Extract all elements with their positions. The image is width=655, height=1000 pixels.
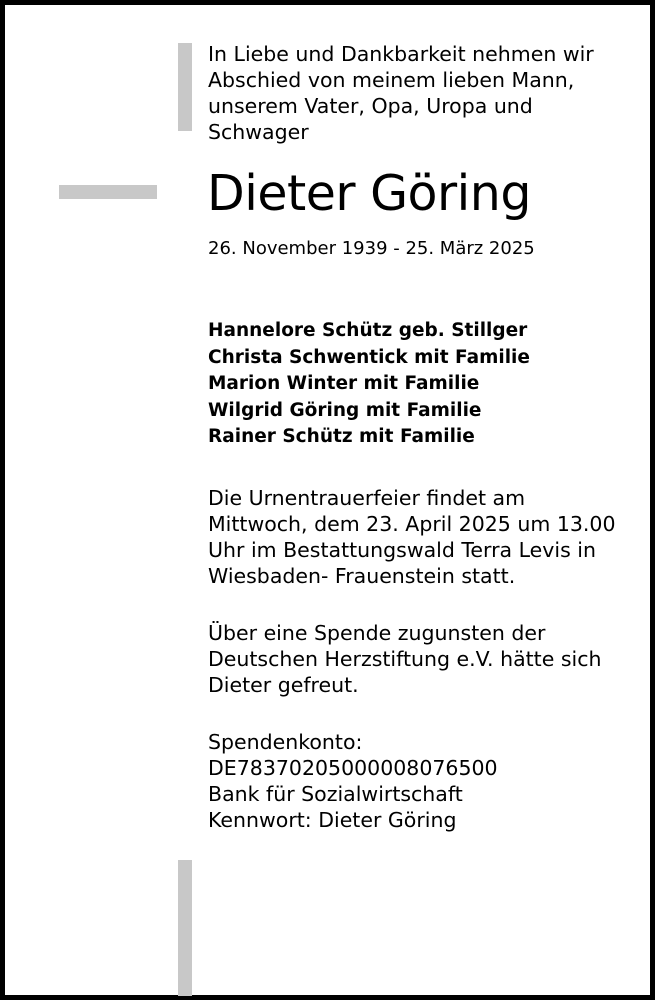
donation-line: Deutschen Herzstiftung e.V. hätte sich xyxy=(208,647,602,671)
ceremony-line: Uhr im Bestattungswald Terra Levis in xyxy=(208,538,596,562)
donation-info xyxy=(208,620,638,698)
account-reference: Kennwort: Dieter Göring xyxy=(208,808,457,832)
account-label: Spendenkonto: xyxy=(208,730,363,754)
cross-bar-top-decoration xyxy=(178,43,192,131)
donation-line: Über eine Spende zugunsten der xyxy=(208,621,546,645)
ceremony-line: Die Urnentrauerfeier findet am xyxy=(208,486,526,510)
ceremony-info xyxy=(208,485,638,589)
intro-line: Schwager xyxy=(208,120,309,144)
cross-bar-bottom-decoration xyxy=(178,860,192,996)
intro-text xyxy=(208,41,628,145)
life-dates: 26. November 1939 - 25. März 2025 xyxy=(208,238,535,259)
ceremony-line: Mittwoch, dem 23. April 2025 um 13.00 xyxy=(208,512,616,536)
deceased-name: Dieter Göring xyxy=(207,165,531,222)
account-iban: DE78370205000008076500 xyxy=(208,756,498,780)
mourner-entry: Christa Schwentick mit Familie xyxy=(208,346,530,368)
mourners-list xyxy=(208,318,530,451)
intro-line: unserem Vater, Opa, Uropa und xyxy=(208,94,533,118)
mourner-entry: Rainer Schütz mit Familie xyxy=(208,426,475,447)
cross-bar-horizontal-decoration xyxy=(59,185,157,199)
mourner-entry: Hannelore Schütz geb. Stillger xyxy=(208,320,528,341)
account-bank: Bank für Sozialwirtschaft xyxy=(208,782,463,806)
donation-line: Dieter gefreut. xyxy=(208,673,359,697)
mourner-entry: Wilgrid Göring mit Familie xyxy=(208,399,482,421)
donation-account xyxy=(208,729,638,833)
intro-line: In Liebe und Dankbarkeit nehmen wir xyxy=(208,42,594,66)
mourner-entry: Marion Winter mit Familie xyxy=(208,373,480,394)
ceremony-line: Wiesbaden- Frauenstein statt. xyxy=(208,564,516,588)
intro-line: Abschied von meinem lieben Mann, xyxy=(208,68,575,92)
